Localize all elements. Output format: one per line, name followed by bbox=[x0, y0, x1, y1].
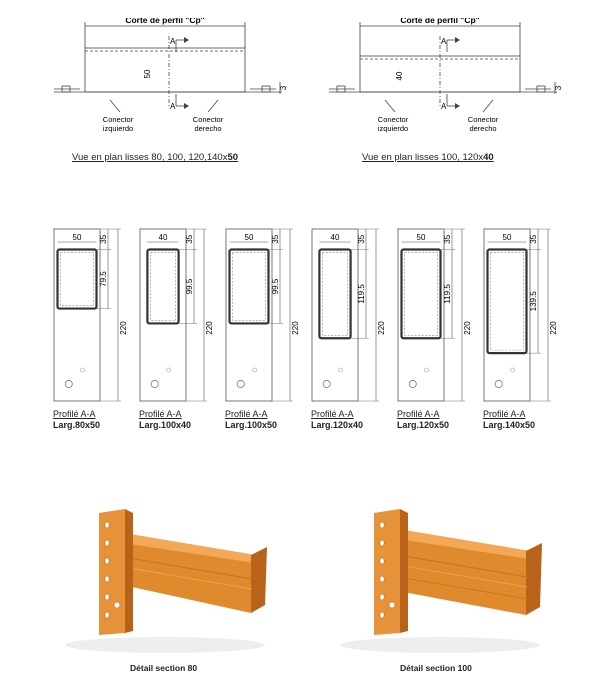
plan-left-conn-right-1: Conector bbox=[192, 115, 224, 124]
total-dim: 220 bbox=[549, 321, 558, 335]
plan-left-mark-bottom: A bbox=[170, 102, 176, 111]
section-inner bbox=[322, 253, 347, 336]
width-dim: 50 bbox=[502, 233, 512, 242]
plan-left-mark-top: A bbox=[170, 37, 176, 46]
pin-hole bbox=[511, 368, 515, 372]
pin-hole bbox=[81, 368, 85, 372]
plan-left-caption bbox=[72, 152, 238, 163]
total-dim: 220 bbox=[119, 321, 128, 335]
total-dim: 220 bbox=[205, 321, 214, 335]
profile-3-label bbox=[225, 409, 277, 431]
section-inner bbox=[61, 253, 94, 306]
profile-1-label bbox=[53, 409, 100, 431]
profile-title: Profilé A-A bbox=[483, 409, 526, 419]
total-dim: 220 bbox=[291, 321, 300, 335]
profile-title: Profilé A-A bbox=[53, 409, 96, 419]
plan-right-mark-top: A bbox=[441, 37, 447, 46]
profile-title: Profilé A-A bbox=[139, 409, 182, 419]
profile-title: Profilé A-A bbox=[397, 409, 440, 419]
profile-title: Profilé A-A bbox=[311, 409, 354, 419]
detail-100-caption: Détail section 100 bbox=[400, 663, 472, 673]
profile-size: Larg.120x50 bbox=[397, 420, 450, 430]
plan-right-header: Corte de perfil "Cp" bbox=[400, 18, 480, 25]
profile-2 bbox=[139, 228, 219, 404]
plan-view-right-drawing bbox=[325, 18, 565, 138]
plan-right-conn-right-2: derecho bbox=[469, 124, 497, 133]
profile-6-label bbox=[483, 409, 535, 431]
profile-4-label bbox=[311, 409, 363, 431]
profile-size: Larg.120x40 bbox=[311, 420, 364, 430]
detail-80-caption: Détail section 80 bbox=[130, 663, 198, 673]
section-inner bbox=[150, 253, 175, 321]
plan-right-caption bbox=[362, 152, 494, 163]
inner-dim: 99.5 bbox=[271, 278, 280, 295]
inner-dim: 119.5 bbox=[357, 284, 366, 304]
profile-6 bbox=[483, 228, 563, 404]
plan-left-conn-left-2: izquierdo bbox=[102, 124, 134, 133]
top-dim: 35 bbox=[443, 234, 452, 244]
plan-right-mark-bottom: A bbox=[441, 102, 447, 111]
bolt-hole bbox=[409, 380, 416, 387]
plan-view-left bbox=[50, 18, 290, 138]
plan-right-caption-bold: 40 bbox=[483, 152, 494, 163]
top-dim: 35 bbox=[271, 234, 280, 244]
section-inner bbox=[405, 253, 438, 336]
total-dim: 220 bbox=[463, 321, 472, 335]
profile-4-drawing bbox=[311, 228, 391, 404]
plan-left-conn-left-1: Conector bbox=[102, 115, 134, 124]
width-dim: 40 bbox=[330, 233, 340, 242]
profile-size: Larg.100x50 bbox=[225, 420, 278, 430]
width-dim: 40 bbox=[158, 233, 168, 242]
plate-outline bbox=[398, 229, 444, 401]
plan-left-plate-dim: 3 bbox=[279, 85, 288, 91]
bolt-hole bbox=[151, 380, 158, 387]
width-dim: 50 bbox=[72, 233, 82, 242]
plan-view-left-drawing bbox=[50, 18, 290, 138]
plan-left-height-dim: 50 bbox=[143, 69, 152, 79]
plan-right-conn-left-1: Conector bbox=[377, 115, 409, 124]
top-dim: 35 bbox=[529, 234, 538, 244]
detail-100 bbox=[330, 505, 550, 655]
bolt-hole bbox=[323, 380, 330, 387]
section-profile bbox=[488, 250, 527, 354]
plan-right-conn-right-1: Conector bbox=[467, 115, 499, 124]
plan-left-caption-bold: 50 bbox=[227, 152, 239, 163]
profile-6-drawing bbox=[483, 228, 563, 404]
pin-hole bbox=[339, 368, 343, 372]
profile-5 bbox=[397, 228, 477, 404]
total-dim: 220 bbox=[377, 321, 386, 335]
plan-right-caption-main: Vue en plan lisses 100, 120x bbox=[362, 152, 484, 163]
section-profile bbox=[319, 250, 350, 339]
pin-hole bbox=[425, 368, 429, 372]
profile-3-drawing bbox=[225, 228, 305, 404]
top-dim: 35 bbox=[185, 234, 194, 244]
profile-title: Profilé A-A bbox=[225, 409, 268, 419]
profile-5-drawing bbox=[397, 228, 477, 404]
section-inner bbox=[233, 253, 266, 321]
profile-1-drawing bbox=[53, 228, 133, 404]
plan-view-right bbox=[325, 18, 565, 138]
section-profile bbox=[230, 250, 269, 324]
plan-left-header: Corte de perfil "Cp" bbox=[125, 18, 205, 25]
bolt-hole bbox=[237, 380, 244, 387]
section-profile bbox=[402, 250, 441, 339]
detail-80 bbox=[55, 505, 275, 655]
plan-right-height-dim: 40 bbox=[395, 71, 404, 81]
plate-outline bbox=[226, 229, 272, 401]
width-dim: 50 bbox=[244, 233, 254, 242]
inner-dim: 99.5 bbox=[185, 278, 194, 295]
width-dim: 50 bbox=[416, 233, 426, 242]
profile-size: Larg.80x50 bbox=[53, 420, 101, 430]
profile-5-label bbox=[397, 409, 449, 431]
profile-2-drawing bbox=[139, 228, 219, 404]
inner-dim: 119.5 bbox=[443, 284, 452, 304]
plan-right-conn-left-2: izquierdo bbox=[377, 124, 409, 133]
pin-hole bbox=[253, 368, 257, 372]
beam-render-100 bbox=[330, 505, 550, 655]
profile-size: Larg.140x50 bbox=[483, 420, 536, 430]
plan-left-conn-right-2: derecho bbox=[194, 124, 222, 133]
plate-outline bbox=[54, 229, 100, 401]
inner-dim: 139.5 bbox=[529, 291, 538, 312]
pin-hole bbox=[167, 368, 171, 372]
plan-right-plate-dim: 3 bbox=[554, 85, 563, 91]
profile-size: Larg.100x40 bbox=[139, 420, 192, 430]
top-dim: 35 bbox=[99, 234, 108, 244]
profile-4 bbox=[311, 228, 391, 404]
top-dim: 35 bbox=[357, 234, 366, 244]
section-profile bbox=[147, 250, 178, 324]
plate-outline bbox=[484, 229, 530, 401]
inner-dim: 79.5 bbox=[99, 271, 108, 287]
profile-1 bbox=[53, 228, 133, 404]
section-profile bbox=[58, 250, 97, 309]
bolt-hole bbox=[65, 380, 72, 387]
profile-3 bbox=[225, 228, 305, 404]
plan-left-caption-main: Vue en plan lisses 80, 100, 120,140x bbox=[72, 152, 228, 163]
profile-2-label bbox=[139, 409, 191, 431]
section-inner bbox=[491, 253, 524, 351]
bolt-hole bbox=[495, 380, 502, 387]
beam-render-80 bbox=[55, 505, 275, 655]
